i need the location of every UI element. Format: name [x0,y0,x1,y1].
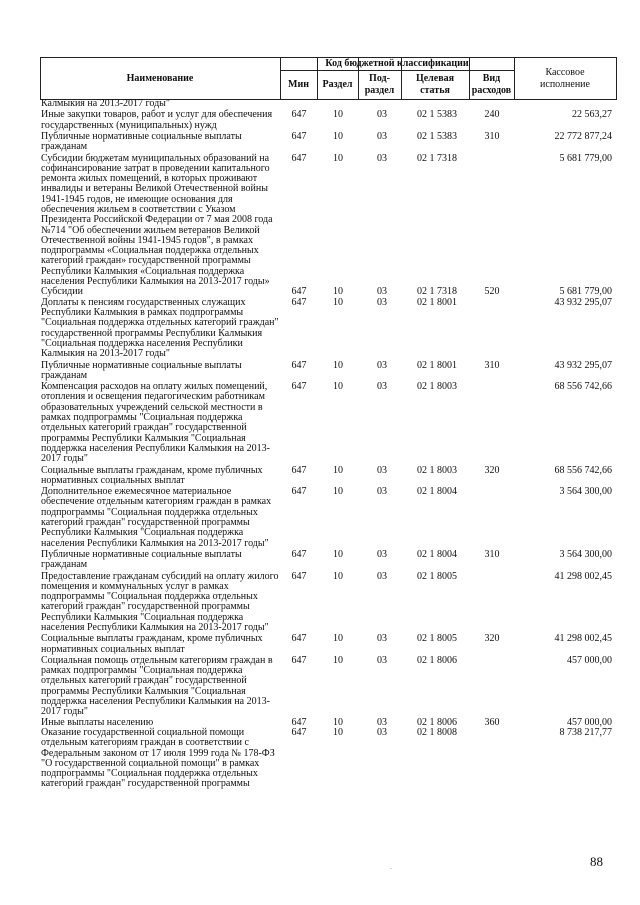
row-name-line: Президента Российской Федерации от 7 мая 2008 года [41,214,273,226]
row-min: 647 [291,296,307,308]
row-name [41,572,281,634]
header-podrazdel [358,70,401,99]
row-vid: 240 [484,109,500,121]
header-podrazdel-line1: Под- [369,72,390,84]
row-name [41,634,281,655]
row-amount: 41 298 002,45 [554,570,612,582]
row-amount: 3 564 300,00 [559,486,612,498]
table-row [0,550,640,571]
header-razdel: Раздел [322,78,353,90]
row-vid: 310 [484,548,500,560]
row-name-line: категорий граждан" государственной программы [41,778,250,790]
row-razdel: 10 [333,286,343,298]
row-name-line: №714 "Об обеспечении жильем ветеранов Великой [41,224,260,236]
row-podrazdel: 03 [377,381,387,393]
row-podrazdel: 03 [377,286,387,298]
row-name-line: отдельным категориям граждан в соответствии с [41,737,249,749]
row-name-line: отдельных категорий граждан" государственной [41,675,247,687]
row-name [41,382,281,464]
row-name-line: категорий граждан" государственной программы [41,516,250,528]
row-name-line: Республики Калмыкия «Социальная поддержка [41,265,245,277]
table-row [0,487,640,549]
row-statya: 02 1 8001 [417,359,457,371]
row-razdel: 10 [333,381,343,393]
row-name-line: Социальные выплаты гражданам, кроме публичных [41,633,263,645]
row-amount: 5 681 779,00 [559,152,612,164]
row-min: 647 [291,109,307,121]
row-podrazdel: 03 [377,109,387,121]
row-min: 647 [291,464,307,476]
row-podrazdel: 03 [377,570,387,582]
table-row [0,728,640,790]
row-razdel: 10 [333,486,343,498]
row-name-line: подпрограммы "Социальная поддержка отдельных [41,768,258,780]
row-razdel: 10 [333,359,343,371]
header-code-group: Код бюджетной классификации [325,58,469,69]
row-min: 647 [291,286,307,298]
row-name-line: рамках подпрограммы "Социальная поддержка [41,411,243,423]
row-name-line: государственной программы Республики Калмыкия [41,327,263,339]
row-name [41,298,281,360]
row-min: 647 [291,727,307,738]
row-name-line: населения Республики Калмыкия на 2013-2017 годы" [41,537,269,549]
row-razdel: 10 [333,130,343,142]
row-razdel: 10 [333,570,343,582]
table-row [0,99,640,109]
row-name-line: Социальные выплаты гражданам, кроме публичных [41,464,263,476]
row-name-line: Иные выплаты населению [41,716,154,728]
row-name-line: Дополнительное ежемесячное материальное [41,486,232,498]
row-podrazdel: 03 [377,359,387,371]
row-razdel: 10 [333,109,343,121]
row-name-line: 2017 годы" [41,706,88,718]
row-podrazdel: 03 [377,464,387,476]
row-name-line: Отечественной войны 1941-1945 годов", в рамках [41,234,253,246]
row-razdel: 10 [333,464,343,476]
row-name-line: обеспечения жильем в соответствии с Указом [41,203,236,215]
row-name-line: отдельных категорий граждан" государственной [41,422,247,434]
row-amount: 457 000,00 [567,654,612,666]
row-podrazdel: 03 [377,296,387,308]
header-name: Наименование [126,72,194,84]
row-min: 647 [291,359,307,371]
row-name-line: Доплаты к пенсиям государственных служащих [41,296,246,308]
row-name-line: помещения и коммунальных услуг в рамках [41,580,229,592]
row-podrazdel: 03 [377,130,387,142]
row-name [41,466,281,487]
row-name-line: подпрограммы "Социальная поддержка отдельных [41,506,258,518]
row-name-line: 1941-1945 годов, не имеющие основания для [41,193,233,205]
row-min: 647 [291,381,307,393]
row-razdel: 10 [333,548,343,560]
scan-speck: . [390,862,392,871]
table-row [0,382,640,464]
row-min: 647 [291,486,307,498]
row-statya: 02 1 8003 [417,464,457,476]
row-vid: 320 [484,464,500,476]
row-name [41,132,281,153]
row-podrazdel: 03 [377,633,387,645]
row-name-line: Предоставление гражданам субсидий на оплату жилого [41,570,279,582]
row-podrazdel: 03 [377,727,387,738]
row-statya: 02 1 8003 [417,381,457,393]
row-min: 647 [291,548,307,560]
row-statya: 02 1 8006 [417,716,457,728]
row-name-line: категорий граждан" государственной программы [41,601,250,613]
row-statya: 02 1 7318 [417,286,457,298]
row-name-line: Оказание государственной социальной помощи [41,727,245,738]
table-row [0,634,640,655]
row-name-line: "Социальная поддержка населения Республики [41,337,243,349]
row-statya: 02 1 8008 [417,727,457,738]
row-name-line: государственных (муниципальных) нужд [41,119,217,131]
table-row [0,154,640,288]
row-vid: 310 [484,130,500,142]
header-kassa-line2: исполнение [540,78,590,90]
row-name-line: категорий граждан» государственной программы [41,255,251,267]
row-name-line: поддержка населения Республики Калмыкия на 2013- [41,696,270,708]
row-amount: 8 738 217,77 [559,727,612,738]
row-vid: 520 [484,286,500,298]
header-vid-line2: расходов [471,84,512,96]
row-min: 647 [291,654,307,666]
row-name-line: образовательных учреждений сельской местности в [41,401,263,413]
row-amount: 43 932 295,07 [554,359,612,371]
table-row [0,466,640,487]
header-statya-line1: Целевая [415,72,455,84]
row-statya: 02 1 5383 [417,109,457,121]
row-name-line: Федеральным законом от 17 июля 1999 года № 178-ФЗ [41,747,275,759]
row-name-line: гражданам [41,369,88,381]
row-podrazdel: 03 [377,654,387,666]
row-name-line: Социальная помощь отдельным категориям граждан в [41,654,273,666]
header-vid [469,70,514,99]
row-min: 647 [291,633,307,645]
row-name-line: Калмыкия на 2013-2017 годы" [41,348,170,360]
header-kassa-line1: Кассовое [545,66,585,78]
table-row [0,298,640,360]
row-min: 647 [291,130,307,142]
row-name-line: населения Республики Калмыкия на 2013-2017 годы" [41,621,269,633]
row-name-line: рамках подпрограммы "Социальная поддержка [41,665,243,677]
row-podrazdel: 03 [377,716,387,728]
row-name-line: инвалиды и ветераны Великой Отечественной войны [41,183,268,195]
row-name-line: нормативных социальных выплат [41,643,185,655]
header-kassa [514,58,616,99]
row-name-line: Калмыкия на 2013-2017 годы" [41,98,170,109]
row-statya: 02 1 8004 [417,548,457,560]
row-name-line: гражданам [41,141,88,153]
row-razdel: 10 [333,296,343,308]
row-statya: 02 1 7318 [417,152,457,164]
table-row [0,572,640,634]
row-statya: 02 1 8001 [417,296,457,308]
header-statya [401,70,469,99]
row-amount: 22 563,27 [572,109,612,121]
row-name-line: Публичные нормативные социальные выплаты [41,359,242,371]
row-vid: 310 [484,359,500,371]
header-vid-line1: Вид [482,72,501,84]
row-name [41,361,281,382]
header-statya-line2: статья [420,84,450,96]
row-name-line: софинансирование затрат в проведении капитального [41,162,270,174]
row-amount: 3 564 300,00 [559,548,612,560]
row-statya: 02 1 8004 [417,486,457,498]
row-name-line: Республики Калмыкия "Социальная поддержка [41,527,244,539]
row-name-line: программы Республики Калмыкия "Социальная [41,432,246,444]
row-name-line: "Социальная поддержка отдельных категорий граждан" [41,317,279,329]
table-row [0,656,640,718]
row-podrazdel: 03 [377,548,387,560]
row-razdel: 10 [333,633,343,645]
row-name [41,550,281,571]
row-name [41,487,281,549]
row-min: 647 [291,152,307,164]
table-row [0,361,640,382]
row-min: 647 [291,570,307,582]
row-min: 647 [291,716,307,728]
row-amount: 457 000,00 [567,716,612,728]
row-amount: 41 298 002,45 [554,633,612,645]
row-statya: 02 1 8005 [417,570,457,582]
row-name-line: Республики Калмыкия "Социальная поддержка [41,611,244,623]
row-statya: 02 1 5383 [417,130,457,142]
row-amount: 43 932 295,07 [554,296,612,308]
page-number: 88 [590,854,603,869]
row-name [41,728,281,790]
row-amount: 5 681 779,00 [559,286,612,298]
row-statya: 02 1 8006 [417,654,457,666]
row-name-line: ремонта жилых помещений, в которых проживают [41,173,258,185]
row-name-line: поддержка населения Республики Калмыкия на 2013- [41,442,270,454]
row-amount: 68 556 742,66 [554,464,612,476]
row-name-line: программы Республики Калмыкия "Социальная [41,685,246,697]
row-name-line: Субсидии бюджетам муниципальных образований на [41,152,270,164]
row-name-line: 2017 годы" [41,453,88,465]
row-name-line: Публичные нормативные социальные выплаты [41,130,242,142]
row-name [41,99,281,109]
row-razdel: 10 [333,152,343,164]
row-name-line: обеспечение отдельным категориям граждан в рамках [41,496,272,508]
row-name-line: Республики Калмыкия в рамках подпрограммы [41,306,244,318]
row-name-line: подпрограммы "Социальная поддержка отдельных [41,591,258,603]
row-amount: 68 556 742,66 [554,381,612,393]
table-row [0,132,640,153]
row-name-line: Компенсация расходов на оплату жилых помещений, [41,381,268,393]
row-name-line: Публичные нормативные социальные выплаты [41,548,242,560]
row-name-line: "О государственной социальной помощи" в рамках [41,757,260,769]
row-name-line: Иные закупки товаров, работ и услуг для обеспечения [41,109,273,121]
row-vid: 360 [484,716,500,728]
row-name-line: нормативных социальных выплат [41,474,185,486]
row-podrazdel: 03 [377,486,387,498]
row-razdel: 10 [333,654,343,666]
row-name-line: гражданам [41,559,88,571]
row-amount: 22 772 877,24 [554,130,612,142]
row-name-line: отопления и освещения педагогическим работникам [41,391,265,403]
row-statya: 02 1 8005 [417,633,457,645]
row-razdel: 10 [333,716,343,728]
row-name [41,656,281,718]
header-podrazdel-line2: раздел [364,84,395,96]
row-name [41,154,281,288]
header-min: Мин [288,78,309,90]
table-row [0,110,640,131]
table-header [40,57,617,100]
row-name-line: подпрограммы «Социальная поддержка отдельных [41,245,259,257]
row-vid: 320 [484,633,500,645]
row-name [41,110,281,131]
row-name-line: Субсидии [41,286,83,298]
row-name-line: населения Республики Калмыкия на 2013-2017 годы» [41,276,270,288]
row-razdel: 10 [333,727,343,738]
row-podrazdel: 03 [377,152,387,164]
